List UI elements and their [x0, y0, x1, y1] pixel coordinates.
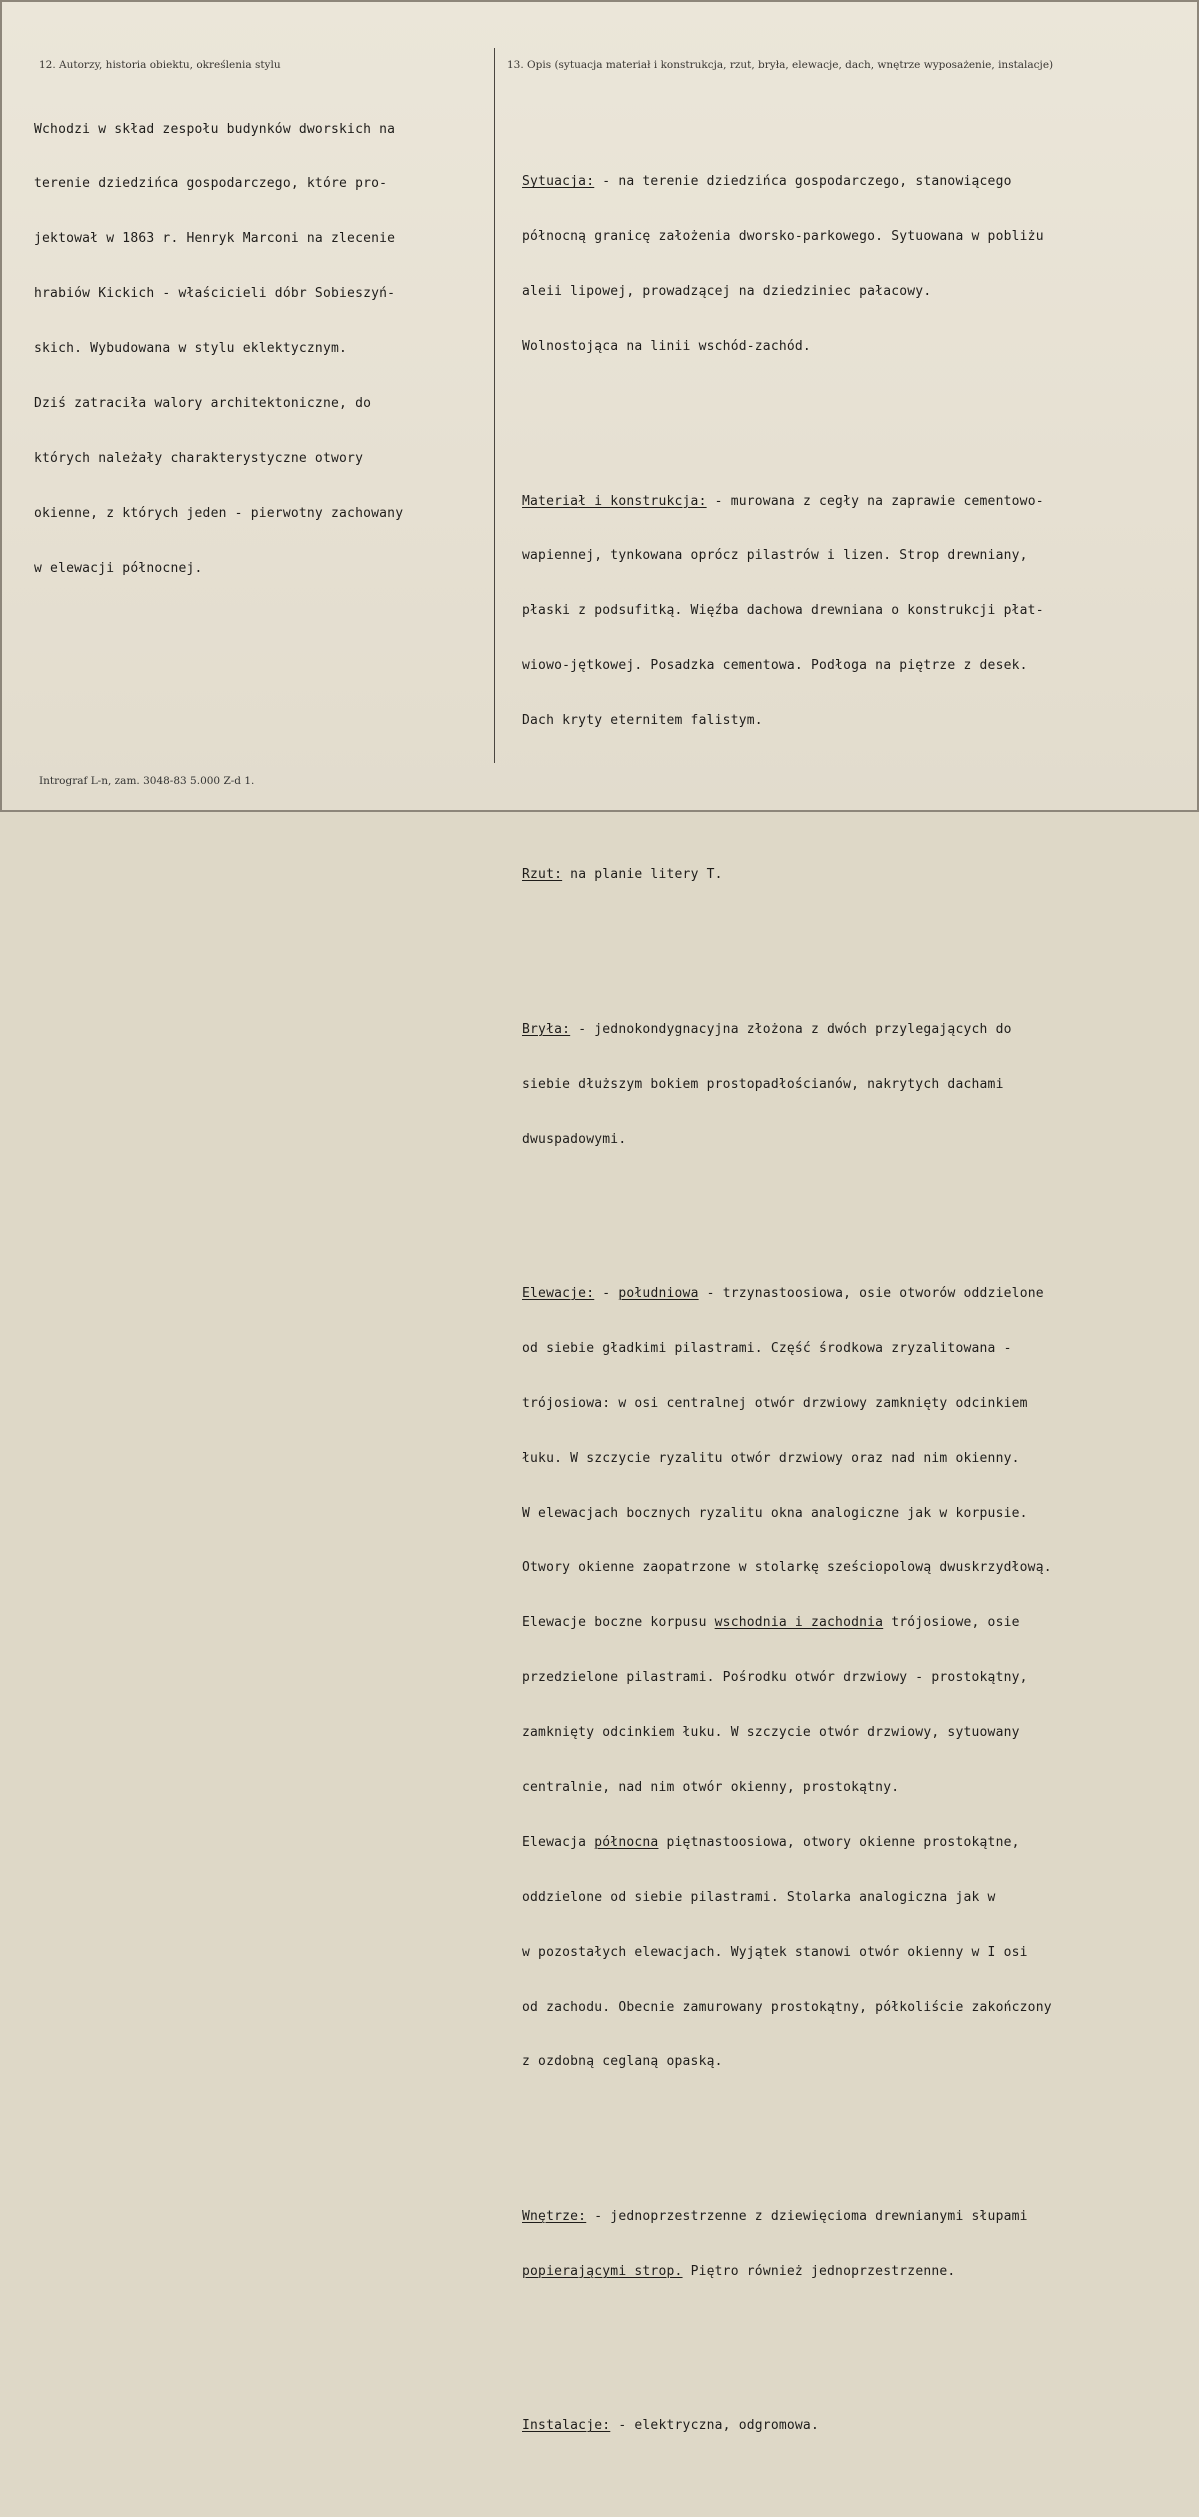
text-line: siebie dłuższym bokiem prostopadłościanów, nakrytych dachami	[522, 1076, 1004, 1092]
column-divider	[494, 48, 495, 763]
text-line: łuku. W szczycie ryzalitu otwór drzwiowy oraz nad nim okienny.	[522, 1450, 1020, 1466]
section-label: Materiał i konstrukcja:	[522, 493, 707, 509]
text-line: Otwory okienne zaopatrzone w stolarkę sześciopolową dwuskrzydłową.	[522, 1560, 1052, 1576]
text-line: zamknięty odcinkiem łuku. W szczycie otwór drzwiowy, sytuowany	[522, 1725, 1020, 1741]
text-line: wiowo-jętkowej. Posadzka cementowa. Podłoga na piętrze z desek.	[522, 658, 1028, 674]
section-label: Rzut:	[522, 867, 563, 883]
section-massing: Bryła: - jednokondygnacyjna złożona z dwóch przylegających do siebie dłuższym bokiem prostopadłościanów, nakrytych dachami dwuspadowymi.	[522, 984, 1052, 1185]
text-line: płaski z podsufitką. Więźba dachowa drewniana o konstrukcji płat-	[522, 603, 1044, 619]
text-underlined: popierającymi strop.	[522, 2263, 683, 2279]
text-line: dwuspadowymi.	[522, 1131, 627, 1147]
section-label: Instalacje:	[522, 2418, 611, 2434]
section-label: Bryła:	[522, 1021, 571, 1037]
text-line: w elewacji północnej.	[34, 560, 203, 576]
text-line: z ozdobną ceglaną opaską.	[522, 2054, 723, 2070]
section-label: Elewacje:	[522, 1286, 595, 1301]
text-line: Wolnostojąca na linii wschód-zachód.	[522, 339, 811, 355]
section-elevations: Elewacje: - południowa - trzynastoosiowa, osie otworów oddzielone od siebie gładkimi pilastrami. Część środkowa zryzalitowana - trójosiowa: w osi centralnej otwór drzwiowy zamknięty odcinkiem łuku. W szczycie ryzalitu otwór drzwiowy oraz nad nim okienny. W elewacjach bocznych ryzalitu okna analogiczne jak w korpusie. Otwory okienne zaopatrzone w stolarkę sześciopolową dwuskrzydłową. Elewacje boczne korpusu wschodnia i zachodnia trójosiowe, osie przedzielone pilastrami. Pośrodku otwór drzwiowy - prostokątny, zamknięty odcinkiem łuku. W szczycie otwór drzwiowy, sytuowany centralnie, nad nim otwór okienny, prostokątny. Elewacja północna piętnastoosiowa, otwory okienne prostokątne, oddzielone od siebie pilastrami. Stolarka analogiczna jak w w pozostałych elewacjach. Wyjątek stanowi otwór okienny w I osi od zachodu. Obecnie zamurowany prostokątny, półkoliście zakończony z ozdobną ceglaną opaską.	[522, 1248, 1052, 2108]
text-line: aleii lipowej, prowadzącej na dziedziniec pałacowy.	[522, 284, 932, 300]
section-material: Materiał i konstrukcja: - murowana z cegły na zaprawie cementowo- wapiennej, tynkowana oprócz pilastrów i lizen. Strop drewniany, płaski z podsufitką. Więźba dachowa drewniana o konstrukcji płat- wiowo-jętkowej. Posadzka cementowa. Podłoga na piętrze z desek. Dach kryty eternitem falistym.	[522, 456, 1052, 767]
section-installations: Instalacje: - elektryczna, odgromowa.	[522, 2418, 819, 2434]
text-line: terenie dziedzińca gospodarczego, które pro-	[34, 176, 388, 192]
text-line: wapiennej, tynkowana oprócz pilastrów i lizen. Strop drewniany,	[522, 548, 1028, 564]
left-panel-header: 12. Autorzy, historia obiektu, określenia stylu	[39, 59, 281, 71]
text-line: skich. Wybudowana w stylu eklektycznym.	[34, 341, 348, 357]
section-label: Wnętrze:	[522, 2208, 587, 2224]
text-line: trójosiowa: w osi centralnej otwór drzwiowy zamknięty odcinkiem	[522, 1395, 1028, 1411]
text-line: których należały charakterystyczne otwory	[34, 450, 364, 466]
elevation-north-label: północna	[594, 1834, 659, 1850]
text-line: W elewacjach bocznych ryzalitu okna analogiczne jak w korpusie.	[522, 1505, 1028, 1521]
printer-imprint: Intrograf L-n, zam. 3048-83 5.000 Z-d 1.	[39, 775, 255, 787]
elevation-east-west-label: wschodnia i zachodnia	[714, 1615, 884, 1631]
text-line: jektował w 1863 r. Henryk Marconi na zlecenie	[34, 231, 396, 247]
history-text	[34, 84, 403, 615]
text-line: oddzielone od siebie pilastrami. Stolarka analogiczna jak w	[522, 1889, 996, 1905]
text-line: okienne, z których jeden - pierwotny zachowany	[34, 505, 404, 521]
right-panel-header: 13. Opis (sytuacja materiał i konstrukcja, rzut, bryła, elewacje, dach, wnętrze wyposażenie, instalacje)	[507, 59, 1054, 71]
section-label: Sytuacja:	[522, 174, 595, 190]
section-situation: Sytuacja: - na terenie dziedzińca gospodarczego, stanowiącego północną granicę założenia dworsko-parkowego. Sytuowana w pobliżu aleii lipowej, prowadzącej na dziedziniec pałacowy. Wolnostojąca na linii wschód-zachód.	[522, 137, 1052, 393]
text-line: Dach kryty eternitem falistym.	[522, 713, 763, 729]
section-plan: Rzut: na planie litery T.	[522, 867, 723, 883]
elevation-south-label: południowa	[618, 1286, 699, 1301]
text-line: od siebie gładkimi pilastrami. Część środkowa zryzalitowana -	[522, 1340, 1012, 1356]
text-line: w pozostałych elewacjach. Wyjątek stanowi otwór okienny w I osi	[522, 1944, 1028, 1960]
text-line: Dziś zatraciła walory architektoniczne, do	[34, 396, 372, 412]
text-line: hrabiów Kickich - właścicieli dóbr Sobieszyń-	[34, 286, 396, 302]
text-line: Wchodzi w skład zespołu budynków dworskich na	[34, 121, 396, 137]
description-text	[522, 82, 1052, 2517]
section-interior: Wnętrze: - jednoprzestrzenne z dziewięcioma drewnianymi słupami popierającymi strop. Piętro również jednoprzestrzenne.	[522, 2208, 1028, 2279]
text-line: centralnie, nad nim otwór okienny, prostokątny.	[522, 1780, 900, 1796]
text-line: północną granicę założenia dworsko-parkowego. Sytuowana w pobliżu	[522, 229, 1044, 245]
text-line: przedzielone pilastrami. Pośrodku otwór drzwiowy - prostokątny,	[522, 1670, 1028, 1686]
text-line: od zachodu. Obecnie zamurowany prostokątny, półkoliście zakończony	[522, 1999, 1052, 2015]
